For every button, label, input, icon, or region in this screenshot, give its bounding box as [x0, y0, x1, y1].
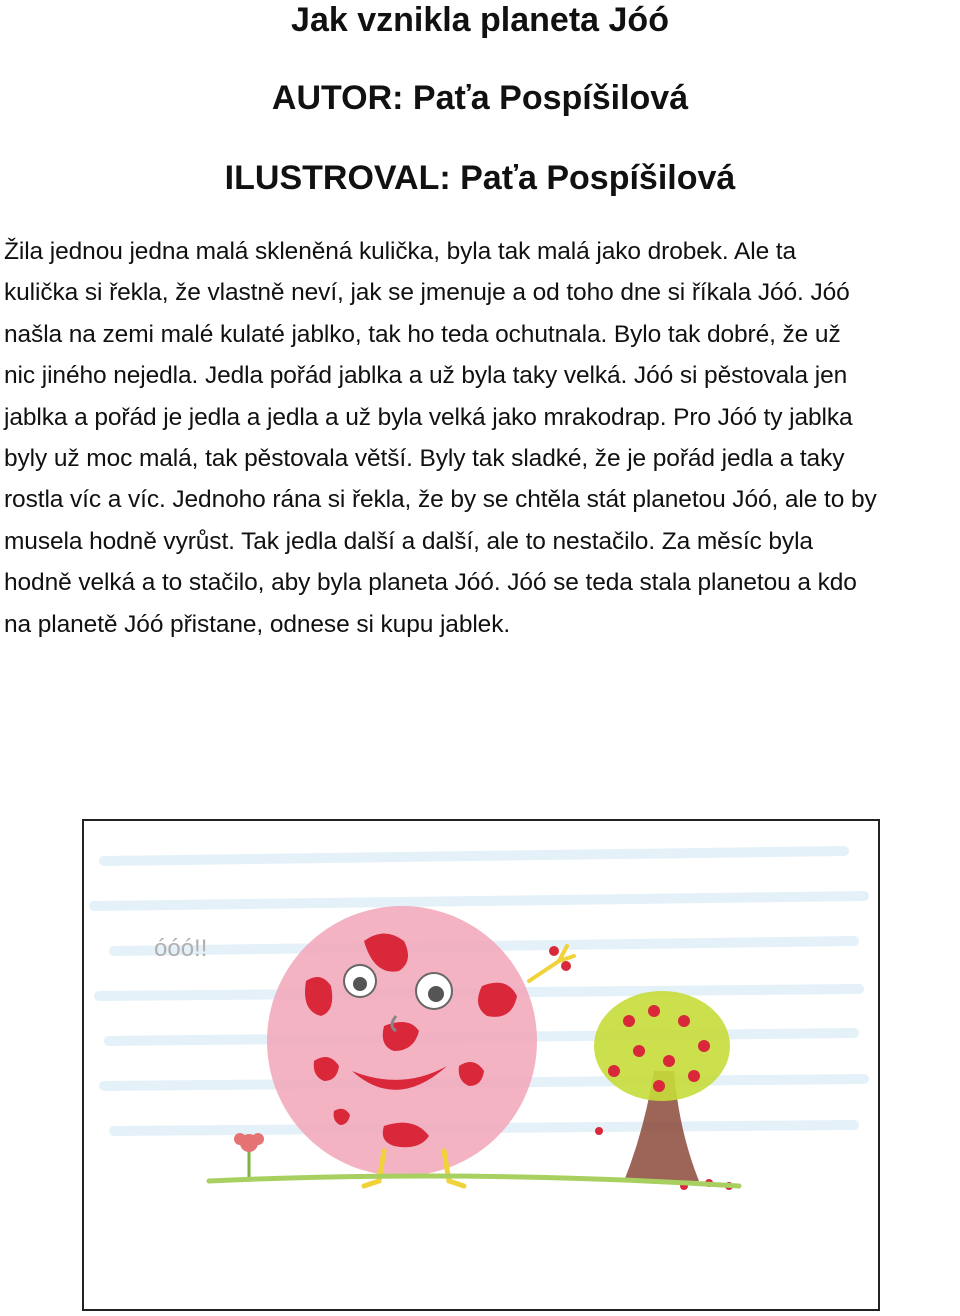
speech-text: óóó!!: [154, 935, 208, 962]
story-line: nic jiného nejedla. Jedla pořád jablka a už byla taky velká. Jóó si pěstovala jen: [4, 362, 848, 390]
story-line: kulička si řekla, že vlastně neví, jak se jmenuje a od toho dne si říkala Jóó. Jóó: [4, 279, 850, 307]
illustration-frame: [82, 819, 880, 1311]
story-line: byly už moc malá, tak pěstovala větší. Byly tak sladké, že je pořád jedla a taky: [4, 444, 845, 472]
story-line: jablka a pořád je jedla a jedla a už byla velká jako mrakodrap. Pro Jóó ty jablka: [4, 403, 853, 431]
story-line: na planetě Jóó přistane, odnese si kupu jablek.: [4, 610, 511, 638]
story-line: musela hodně vyrůst. Tak jedla další a další, ale to nestačilo. Za měsíc byla: [4, 527, 813, 555]
story-line: hodně velká a to stačilo, aby byla planeta Jóó. Jóó se teda stala planetou a kdo: [4, 569, 857, 597]
flower: [234, 1133, 264, 1181]
apple-tree: [594, 991, 733, 1190]
story-line: Žila jednou jedna malá skleněná kulička, byla tak malá jako drobek. Ale ta: [4, 238, 797, 265]
illustrator-line: ILUSTROVAL: Paťa Pospíšilová: [224, 159, 736, 197]
planet-drawing: [84, 821, 878, 1309]
author-line: AUTOR: Paťa Pospíšilová: [271, 79, 689, 117]
document-title: Jak vznikla planeta Jóó: [291, 1, 669, 39]
story-line: rostla víc a víc. Jednoho rána si řekla, že by se chtěla stát planetou Jóó, ale to by: [4, 486, 877, 514]
story-text: [4, 231, 960, 645]
story-line: našla na zemi malé kulaté jablko, tak ho teda ochutnala. Bylo tak dobré, že už: [4, 320, 841, 348]
